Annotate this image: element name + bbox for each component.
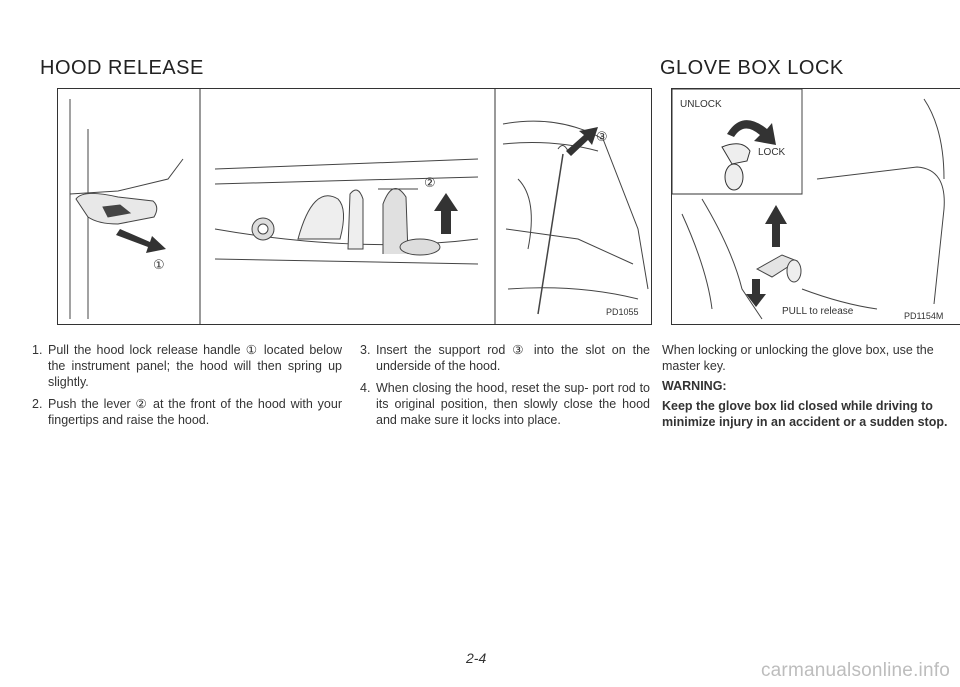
up-arrow-icon [765,205,787,247]
warning-label: WARNING: [662,379,727,393]
step-text: Insert the support rod ③ into the slot on the underside of the hood. [376,343,650,373]
rod-arrow-icon [566,127,598,156]
watermark: carmanualsonline.info [760,660,950,681]
callout-1: ① [153,257,165,272]
glove-box-drawing [672,89,960,324]
step-text: When closing the hood, reset the sup- port rod to its original position, then slowly close the hood and make sure it locks into place. [376,381,650,427]
push-arrow-icon [434,193,458,234]
hood-release-drawing [58,89,651,324]
pull-label: PULL to release [782,306,854,317]
unlock-label: UNLOCK [680,99,722,110]
warning-text: Keep the glove box lid closed while driving to minimize injury in an accident or a sudden stop. [662,399,948,429]
hood-steps-left [32,342,342,434]
hood-release-illustration [57,88,652,325]
step-text: Push the lever ② at the front of the hood with your fingertips and raise the hood. [48,397,342,427]
pull-arrow-icon [116,229,166,253]
hood-lever-panel [215,159,478,264]
list-item [32,342,342,390]
callout-3: ③ [596,129,608,144]
down-arrow-icon [746,279,766,307]
hood-release-title: HOOD RELEASE [40,57,204,80]
step-number: 3. [360,343,371,357]
glove-box-intro: When locking or unlocking the glove box, use the master key. [662,343,934,373]
release-handle-panel [70,99,183,319]
list-item [32,396,342,428]
list-item [360,380,650,428]
list-item [360,342,650,374]
page-number: 2-4 [466,650,487,666]
step-number: 2. [32,397,43,411]
glove-box-illustration [671,88,960,325]
step-text: Pull the hood lock release handle ① located below the instrument panel; the hood will then spring up slightly. [48,343,342,389]
callout-2: ② [424,175,436,190]
step-number: 4. [360,381,371,395]
glove-box-lock-title: GLOVE BOX LOCK [660,57,844,80]
step-number: 1. [32,343,43,357]
lock-label: LOCK [758,147,786,158]
hood-steps-right [360,342,650,434]
glove-figure-id: PD1154M [904,311,944,321]
hood-figure-id: PD1055 [606,307,639,317]
